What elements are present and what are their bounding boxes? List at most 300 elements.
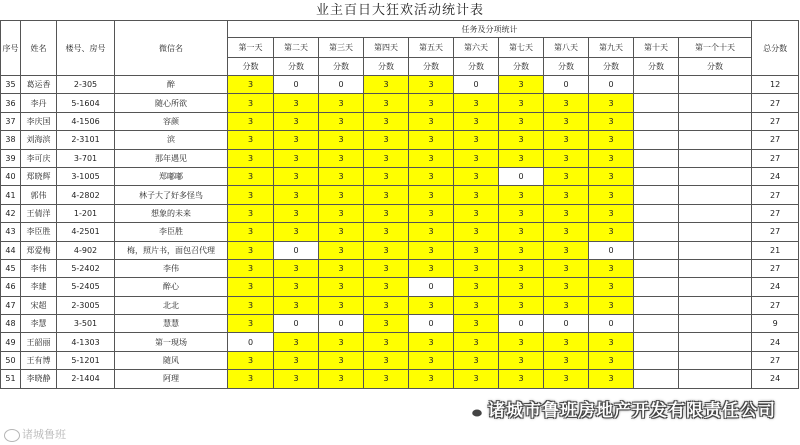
table-row [1,149,799,167]
table-row [1,76,799,94]
cell-day-score: 3 [499,259,544,277]
sheet-title: 业主百日大狂欢活动统计表 [315,3,484,18]
cell-day-score: 3 [409,167,454,185]
cell-day-score: 3 [454,149,499,167]
cell-name: 郑晓辉 [21,167,57,185]
cell-day-score: 3 [409,204,454,222]
cell-day-score: 3 [544,112,589,130]
cell-day-score: 3 [454,186,499,204]
cell-day-score: 3 [409,112,454,130]
cell-day-score: 0 [499,167,544,185]
header-day: 第二天 [274,38,319,58]
cell-day-score [634,204,679,222]
cell-name: 李慧 [21,315,57,333]
cell-day-score: 3 [544,204,589,222]
cell-day-score: 3 [319,204,364,222]
cell-day-score: 3 [319,186,364,204]
cell-day-score: 3 [274,131,319,149]
cell-day-score: 3 [499,94,544,112]
cell-day-score: 3 [589,333,634,351]
cell-day-score: 3 [274,94,319,112]
cell-day-score: 0 [274,241,319,259]
company-watermark [464,396,776,421]
cell-day-score: 3 [544,223,589,241]
camera-icon [4,429,20,442]
cell-name: 李建 [21,278,57,296]
cell-wechat: 醉 [115,76,228,94]
cell-day-score: 3 [228,241,274,259]
cell-wechat: 郑嘟嘟 [115,167,228,185]
cell-seq: 35 [1,76,21,94]
cell-seq: 43 [1,223,21,241]
cell-day-score: 3 [589,278,634,296]
cell-seq: 45 [1,259,21,277]
cell-day-score: 3 [274,112,319,130]
cell-name: 李丹 [21,94,57,112]
cell-day-score [634,223,679,241]
cell-day-score: 3 [364,149,409,167]
header-score-label: 分数 [634,58,679,76]
cell-day-score: 3 [228,259,274,277]
cell-day-score: 3 [364,259,409,277]
cell-wechat: 醉心 [115,278,228,296]
table-row [1,241,799,259]
cell-day-score: 3 [409,241,454,259]
cell-day-score [634,259,679,277]
cell-day-score: 0 [544,76,589,94]
cell-day-score: 3 [319,333,364,351]
cell-day-score: 3 [589,204,634,222]
cell-day-score: 3 [364,94,409,112]
cell-day-score: 3 [409,351,454,369]
cell-day-score: 3 [319,278,364,296]
cell-day-score: 3 [319,167,364,185]
cell-day-score: 3 [228,112,274,130]
cell-room: 4-1506 [57,112,115,130]
cell-day-score [679,278,752,296]
cell-day-score: 3 [589,351,634,369]
cell-day-score [634,333,679,351]
cell-day-score: 3 [409,333,454,351]
cell-day-score: 3 [544,259,589,277]
cell-day-score: 3 [364,131,409,149]
cell-tenday-score: 27 [752,94,799,112]
cell-day-score: 3 [409,223,454,241]
cell-tenday-score: 24 [752,333,799,351]
cell-day-score [679,315,752,333]
table-row [1,112,799,130]
cell-day-score: 3 [364,370,409,388]
cell-seq: 38 [1,131,21,149]
cell-day-score: 3 [228,149,274,167]
cell-wechat: 第一現场 [115,333,228,351]
cell-tenday-score: 27 [752,223,799,241]
cell-tenday-score: 12 [752,76,799,94]
header-day: 第一天 [228,38,274,58]
cell-day-score [679,370,752,388]
cell-day-score: 0 [589,76,634,94]
cell-day-score: 3 [409,94,454,112]
table-row [1,94,799,112]
cell-day-score: 3 [364,278,409,296]
cell-day-score: 3 [364,333,409,351]
corner-watermark-text: 诸城鲁班 [22,428,66,441]
header-day: 第三天 [319,38,364,58]
cell-day-score: 3 [228,315,274,333]
table-row [1,351,799,369]
cell-day-score: 3 [364,112,409,130]
cell-day-score: 3 [364,76,409,94]
cell-day-score [679,204,752,222]
cell-day-score: 3 [228,94,274,112]
header-room: 楼号、房号 [57,21,115,76]
cell-day-score [634,278,679,296]
cell-seq: 47 [1,296,21,314]
cell-day-score: 3 [364,315,409,333]
cell-day-score: 3 [274,204,319,222]
cell-tenday-score: 27 [752,149,799,167]
cell-day-score: 3 [499,76,544,94]
cell-wechat: 北北 [115,296,228,314]
cell-day-score: 3 [589,370,634,388]
cell-day-score: 3 [589,259,634,277]
cell-day-score: 0 [454,76,499,94]
cell-day-score [634,167,679,185]
cell-day-score: 3 [409,186,454,204]
cell-day-score: 3 [499,333,544,351]
cell-seq: 50 [1,351,21,369]
cell-day-score: 3 [274,333,319,351]
cell-name: 李伟 [21,259,57,277]
cell-day-score: 3 [499,112,544,130]
cell-day-score [634,315,679,333]
cell-day-score: 0 [274,315,319,333]
cell-day-score: 3 [274,149,319,167]
cell-day-score: 0 [319,76,364,94]
cell-day-score: 3 [228,351,274,369]
cell-tenday-score: 27 [752,296,799,314]
cell-room: 2-3005 [57,296,115,314]
cell-seq: 40 [1,167,21,185]
wechat-icon [464,403,484,419]
table-row [1,167,799,185]
cell-wechat: 慧慧 [115,315,228,333]
score-table [0,20,799,389]
cell-day-score: 3 [274,186,319,204]
cell-day-score: 3 [409,370,454,388]
cell-name: 李可庆 [21,149,57,167]
cell-seq: 46 [1,278,21,296]
cell-room: 3-1005 [57,167,115,185]
cell-day-score: 3 [544,131,589,149]
cell-day-score: 3 [228,76,274,94]
cell-seq: 37 [1,112,21,130]
cell-day-score: 3 [454,131,499,149]
cell-tenday-score: 27 [752,112,799,130]
cell-day-score: 3 [319,351,364,369]
cell-wechat: 想象的未来 [115,204,228,222]
cell-day-score: 0 [409,315,454,333]
cell-day-score: 3 [544,167,589,185]
header-score-label: 分数 [499,58,544,76]
cell-day-score: 3 [544,186,589,204]
cell-day-score: 3 [589,223,634,241]
cell-day-score: 3 [454,370,499,388]
cell-room: 2-3101 [57,131,115,149]
cell-day-score: 0 [544,315,589,333]
cell-room: 4-902 [57,241,115,259]
cell-day-score: 3 [319,241,364,259]
cell-day-score: 0 [589,315,634,333]
cell-day-score: 3 [409,259,454,277]
cell-wechat: 李伟 [115,259,228,277]
cell-day-score: 0 [409,278,454,296]
cell-day-score [634,370,679,388]
cell-wechat: 滨 [115,131,228,149]
header-score-label: 分数 [454,58,499,76]
cell-day-score [679,223,752,241]
cell-day-score: 3 [454,278,499,296]
table-row [1,333,799,351]
watermark-text: 诸城市鲁班房地产开发有限责任公司 [488,401,776,421]
cell-tenday-score: 27 [752,186,799,204]
cell-room: 5-2402 [57,259,115,277]
cell-day-score [679,186,752,204]
cell-wechat: 随心所欲 [115,94,228,112]
table-row [1,186,799,204]
cell-day-score: 3 [544,241,589,259]
cell-day-score [679,259,752,277]
header-score-label: 分数 [274,58,319,76]
cell-day-score [679,112,752,130]
cell-day-score: 3 [228,296,274,314]
cell-day-score: 3 [319,149,364,167]
cell-day-score: 3 [274,351,319,369]
cell-day-score: 3 [589,94,634,112]
cell-seq: 39 [1,149,21,167]
cell-room: 3-701 [57,149,115,167]
cell-day-score: 3 [228,186,274,204]
cell-room: 1-201 [57,204,115,222]
header-day: 第五天 [409,38,454,58]
cell-day-score: 3 [409,131,454,149]
cell-day-score: 3 [454,241,499,259]
table-row [1,315,799,333]
cell-day-score: 3 [499,370,544,388]
header-score-label: 分数 [319,58,364,76]
cell-day-score [679,131,752,149]
cell-day-score: 3 [589,112,634,130]
cell-name: 刘海滨 [21,131,57,149]
table-row [1,278,799,296]
cell-day-score: 3 [589,149,634,167]
table-row [1,296,799,314]
cell-day-score: 3 [364,204,409,222]
cell-day-score: 3 [409,76,454,94]
cell-wechat: 梅，照片书，面包召代理 [115,241,228,259]
cell-day-score: 3 [499,223,544,241]
cell-day-score: 3 [319,370,364,388]
cell-day-score: 3 [319,112,364,130]
table-row [1,204,799,222]
cell-room: 2-1404 [57,370,115,388]
cell-tenday-score: 27 [752,351,799,369]
cell-day-score: 3 [274,278,319,296]
cell-day-score: 3 [319,259,364,277]
cell-name: 李庆国 [21,112,57,130]
cell-day-score [634,296,679,314]
cell-day-score: 3 [364,223,409,241]
cell-name: 王倩洋 [21,204,57,222]
cell-day-score [679,351,752,369]
cell-day-score: 3 [274,370,319,388]
cell-room: 4-2802 [57,186,115,204]
cell-room: 2-305 [57,76,115,94]
cell-name: 郭伟 [21,186,57,204]
cell-day-score: 3 [454,204,499,222]
header-day: 第十天 [634,38,679,58]
cell-tenday-score: 27 [752,259,799,277]
cell-tenday-score: 27 [752,204,799,222]
cell-name: 李晓静 [21,370,57,388]
cell-wechat: 那年遇见 [115,149,228,167]
cell-day-score: 3 [499,186,544,204]
header-score-label: 分数 [544,58,589,76]
cell-tenday-score: 21 [752,241,799,259]
cell-day-score: 3 [589,131,634,149]
cell-day-score: 3 [274,296,319,314]
header-score-label: 分数 [228,58,274,76]
cell-day-score: 3 [454,259,499,277]
cell-day-score: 3 [544,333,589,351]
cell-day-score: 3 [319,223,364,241]
cell-day-score: 3 [319,94,364,112]
header-day: 第六天 [454,38,499,58]
cell-day-score: 3 [228,204,274,222]
cell-room: 5-2405 [57,278,115,296]
cell-day-score: 3 [499,204,544,222]
cell-day-score: 3 [454,94,499,112]
cell-wechat: 随风 [115,351,228,369]
cell-day-score: 3 [544,351,589,369]
cell-day-score: 3 [544,296,589,314]
cell-day-score: 3 [228,278,274,296]
header-score-label: 分数 [679,58,752,76]
cell-day-score [679,149,752,167]
cell-name: 李臣胜 [21,223,57,241]
cell-day-score: 0 [319,315,364,333]
cell-day-score: 3 [544,278,589,296]
cell-name: 宋超 [21,296,57,314]
cell-day-score [634,76,679,94]
cell-day-score: 3 [364,296,409,314]
cell-seq: 41 [1,186,21,204]
cell-seq: 51 [1,370,21,388]
header-total: 总分数 [752,21,799,76]
cell-name: 葛运香 [21,76,57,94]
cell-wechat: 林子大了好多怪鸟 [115,186,228,204]
cell-seq: 44 [1,241,21,259]
corner-watermark [4,426,66,442]
cell-day-score: 3 [409,149,454,167]
cell-name: 郑爱梅 [21,241,57,259]
cell-day-score: 3 [499,351,544,369]
cell-day-score: 3 [544,94,589,112]
header-score-label: 分数 [589,58,634,76]
cell-day-score: 3 [454,112,499,130]
cell-day-score [634,112,679,130]
cell-day-score [679,296,752,314]
cell-day-score: 3 [544,149,589,167]
cell-day-score: 3 [499,278,544,296]
cell-day-score: 3 [409,296,454,314]
cell-day-score [634,186,679,204]
cell-room: 4-2501 [57,223,115,241]
cell-day-score [679,94,752,112]
cell-day-score: 3 [589,296,634,314]
cell-day-score: 3 [454,351,499,369]
cell-day-score [679,333,752,351]
cell-day-score: 3 [454,167,499,185]
cell-tenday-score: 24 [752,370,799,388]
cell-day-score [679,167,752,185]
cell-day-score: 3 [499,296,544,314]
cell-day-score: 3 [274,167,319,185]
cell-tenday-score: 9 [752,315,799,333]
table-row [1,223,799,241]
cell-day-score: 3 [228,370,274,388]
cell-day-score [634,351,679,369]
cell-day-score [679,76,752,94]
cell-wechat: 李臣胜 [115,223,228,241]
cell-room: 5-1604 [57,94,115,112]
cell-day-score: 3 [364,186,409,204]
cell-day-score: 0 [274,76,319,94]
cell-day-score: 3 [589,167,634,185]
cell-tenday-score: 24 [752,167,799,185]
header-day: 第七天 [499,38,544,58]
cell-day-score: 0 [228,333,274,351]
header-score-label: 分数 [364,58,409,76]
cell-day-score [634,94,679,112]
cell-seq: 48 [1,315,21,333]
header-task-group: 任务及分项统计 [228,21,752,38]
cell-name: 王有博 [21,351,57,369]
cell-day-score [634,241,679,259]
cell-tenday-score: 27 [752,131,799,149]
table-row [1,370,799,388]
header-day: 第四天 [364,38,409,58]
cell-room: 4-1303 [57,333,115,351]
cell-name: 王韶丽 [21,333,57,351]
header-day: 第一个十天 [679,38,752,58]
cell-day-score: 3 [454,333,499,351]
cell-day-score: 3 [364,167,409,185]
table-row [1,259,799,277]
cell-room: 3-501 [57,315,115,333]
header-wechat: 微信名 [115,21,228,76]
cell-day-score: 3 [319,131,364,149]
cell-day-score: 3 [589,186,634,204]
cell-wechat: 容颜 [115,112,228,130]
cell-day-score: 3 [544,370,589,388]
cell-day-score: 3 [319,296,364,314]
cell-seq: 36 [1,94,21,112]
header-score-label: 分数 [409,58,454,76]
cell-day-score: 3 [454,223,499,241]
cell-day-score: 3 [228,167,274,185]
cell-day-score: 3 [274,259,319,277]
